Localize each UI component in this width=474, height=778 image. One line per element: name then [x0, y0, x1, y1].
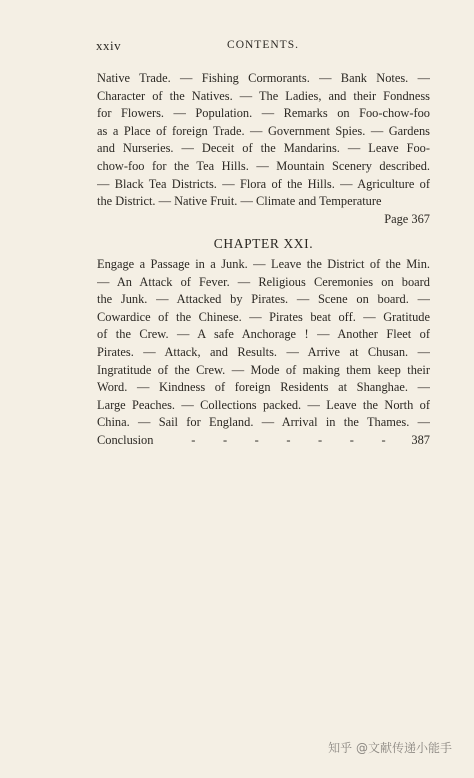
chapter-xx-summary	[97, 70, 430, 228]
conclusion-label: Conclusion	[97, 432, 154, 447]
leader-dash: -	[349, 432, 354, 447]
summary-line: of the Crew. — A safe Anchorage ! — Another Fleet of	[97, 327, 430, 342]
summary-line: and Nurseries. — Deceit of the Mandarins. — Leave Foo-	[97, 141, 430, 156]
summary-line: Character of the Natives. — The Ladies, and their Fondness	[97, 88, 430, 103]
summary-line: — Black Tea Districts. — Flora of the Hills. — Agriculture of	[97, 176, 430, 191]
leader-dash: -	[254, 432, 259, 447]
summary-line: Ingratitude of the Crew. — Mode of making them keep their	[97, 362, 430, 377]
summary-line: Large Peaches. — Collections packed. — Leave the North of	[97, 397, 430, 412]
conclusion-page: 387	[411, 432, 430, 447]
summary-line: — An Attack of Fever. — Religious Ceremonies on board	[97, 274, 430, 289]
watermark-text: 知乎 @文献传递小能手	[328, 741, 452, 755]
leader-dash: -	[286, 432, 291, 447]
summary-line: the Junk. — Attacked by Pirates. — Scene on board. —	[97, 292, 430, 307]
leader-dashes	[153, 432, 411, 450]
summary-line: Word. — Kindness of foreign Residents at Shanghae. —	[97, 380, 430, 395]
chapter-heading: CHAPTER XXI.	[213, 236, 314, 251]
page-reference: Page 367	[384, 211, 430, 226]
summary-line: chow-foo for the Tea Hills. — Mountain Scenery described.	[97, 158, 430, 173]
summary-line: Cowardice of the Chinese. — Pirates beat off. — Gratitude	[97, 309, 430, 324]
chapter-xxi-summary	[97, 256, 430, 450]
conclusion-entry	[97, 432, 430, 450]
page-folio: xxiv	[96, 38, 122, 53]
summary-line: for Flowers. — Population. — Remarks on Foo-chow-foo	[97, 106, 430, 121]
summary-line: the District. — Native Fruit. — Climate and Temperature	[97, 194, 382, 209]
summary-line: China. — Sail for England. — Arrival in the Thames. —	[97, 415, 430, 430]
leader-dash: -	[191, 432, 196, 447]
running-title: CONTENTS.	[227, 39, 299, 51]
summary-line: as a Place of foreign Trade. — Government Spies. — Gardens	[97, 123, 430, 138]
summary-line: Pirates. — Attack, and Results. — Arrive at Chusan. —	[97, 344, 430, 359]
leader-dash: -	[381, 432, 386, 447]
leader-dash: -	[318, 432, 323, 447]
watermark	[328, 739, 452, 756]
summary-line: Native Trade. — Fishing Cormorants. — Bank Notes. —	[97, 71, 430, 85]
leader-dash: -	[222, 432, 228, 447]
summary-line: Engage a Passage in a Junk. — Leave the District of the Min.	[97, 257, 430, 271]
page-header	[96, 38, 430, 56]
